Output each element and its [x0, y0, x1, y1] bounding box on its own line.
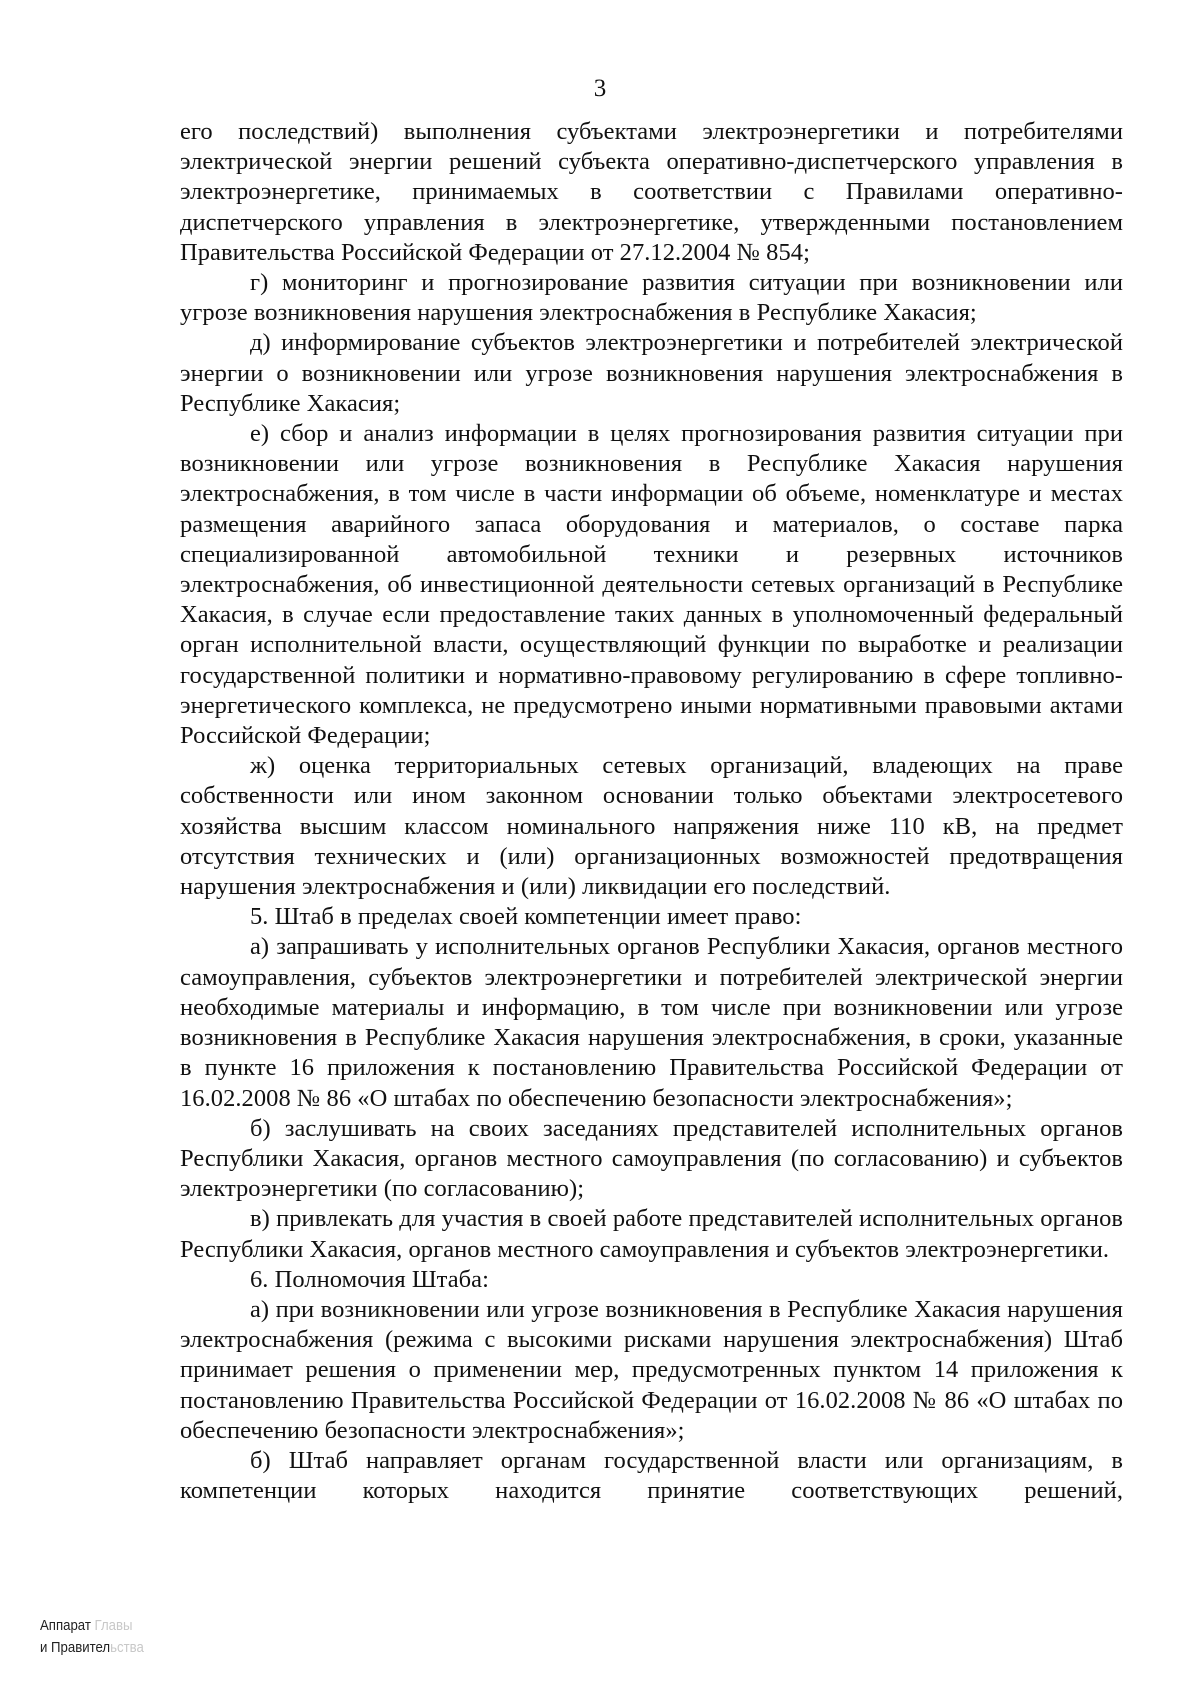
paragraph-item-e: е) сбор и анализ информации в целях прогнозирования развития ситуации при возникновении или угрозе возникновения в Республике Хакасия нарушения электроснабжения, в том числе в части информации об объеме, номенклатуре и местах размещения аварийного запаса оборудования и материалов, о составе парка специализированной автомобильной техники и резервных источников электроснабжения, об инвестиционной деятельности сетевых организаций в Республике Хакасия, в случае если предоставление таких данных в уполномоченный федеральный орган исполнительной власти, осуществляющий функции по выработке и реализации государственной политики и нормативно-правовому регулированию в сфере топливно-энергетического комплекса, не предусмотрено иными нормативными правовыми актами Российской Федерации;	[180, 420, 1123, 750]
stamp-line-1-text: Аппарат	[40, 1617, 91, 1634]
paragraph-item-zh: ж) оценка территориальных сетевых организаций, владеющих на праве собственности или ином законном основании только объектами электросетевого хозяйства высшим классом номинального напряжения ниже 110 кВ, на предмет отсутствия технических и (или) организационных возможностей предотвращения нарушения электроснабжения и (или) ликвидации его последствий.	[180, 752, 1123, 901]
stamp-line-1	[40, 1615, 144, 1637]
stamp-line-2	[40, 1637, 144, 1659]
paragraph-item-d: д) информирование субъектов электроэнергетики и потребителей электрической энергии о возникновении или угрозе возникновения нарушения электроснабжения в Республике Хакасия;	[180, 329, 1123, 417]
paragraph-section-5: 5. Штаб в пределах своей компетенции имеет право:	[250, 903, 802, 931]
stamp-line-1-faded: Главы	[94, 1617, 133, 1634]
page-number: 3	[593, 75, 607, 102]
office-stamp	[40, 1615, 144, 1659]
paragraph-section-6: 6. Полномочия Штаба:	[250, 1265, 489, 1293]
stamp-line-2-faded: ьства	[110, 1639, 144, 1656]
paragraph-5-item-b: б) заслушивать на своих заседаниях представителей исполнительных органов Республики Хакасия, органов местного самоуправления (по согласованию) и субъектов электроэнергетики (по согласованию);	[180, 1114, 1123, 1203]
paragraph-6-item-b: б) Штаб направляет органам государственной власти или организациям, в компетенции которых находится принятие соответствующих решений,	[180, 1446, 1123, 1505]
stamp-line-2-text: и Правител	[40, 1639, 111, 1656]
paragraph-continuation: его последствий) выполнения субъектами электроэнергетики и потребителями электрической энергии решений субъекта оперативно-диспетчерского управления в электроэнергетике, принимаемых в соответствии с Правилами оперативно-диспетчерского управления в электроэнергетике, утвержденными постановлением Правительства Российской Федерации от 27.12.2004 № 854;	[180, 118, 1123, 266]
paragraph-6-item-a: а) при возникновении или угрозе возникновения в Республике Хакасия нарушения электроснабжения (режима с высокими рисками нарушения электроснабжения) Штаб принимает решения о применении мер, предусмотренных пунктом 14 приложения к постановлению Правительства Российской Федерации от 16.02.2008 № 86 «О штабах по обеспечению безопасности электроснабжения»;	[180, 1295, 1123, 1444]
paragraph-5-item-v: в) привлекать для участия в своей работе представителей исполнительных органов Республики Хакасия, органов местного самоуправления и субъектов электроэнергетики.	[180, 1205, 1123, 1263]
document-body	[180, 117, 1123, 1506]
paragraph-item-g: г) мониторинг и прогнозирование развития ситуации при возникновении или угрозе возникновения нарушения электроснабжения в Республике Хакасия;	[180, 269, 1123, 327]
paragraph-5-item-a: а) запрашивать у исполнительных органов Республики Хакасия, органов местного самоуправления, субъектов электроэнергетики и потребителей электрической энергии необходимые материалы и информацию, в том числе при возникновении или угрозе возникновения в Республике Хакасия нарушения электроснабжения, в сроки, указанные в пункте 16 приложения к постановлению Правительства Российской Федерации от 16.02.2008 № 86 «О штабах по обеспечению безопасности электроснабжения»;	[180, 933, 1123, 1112]
